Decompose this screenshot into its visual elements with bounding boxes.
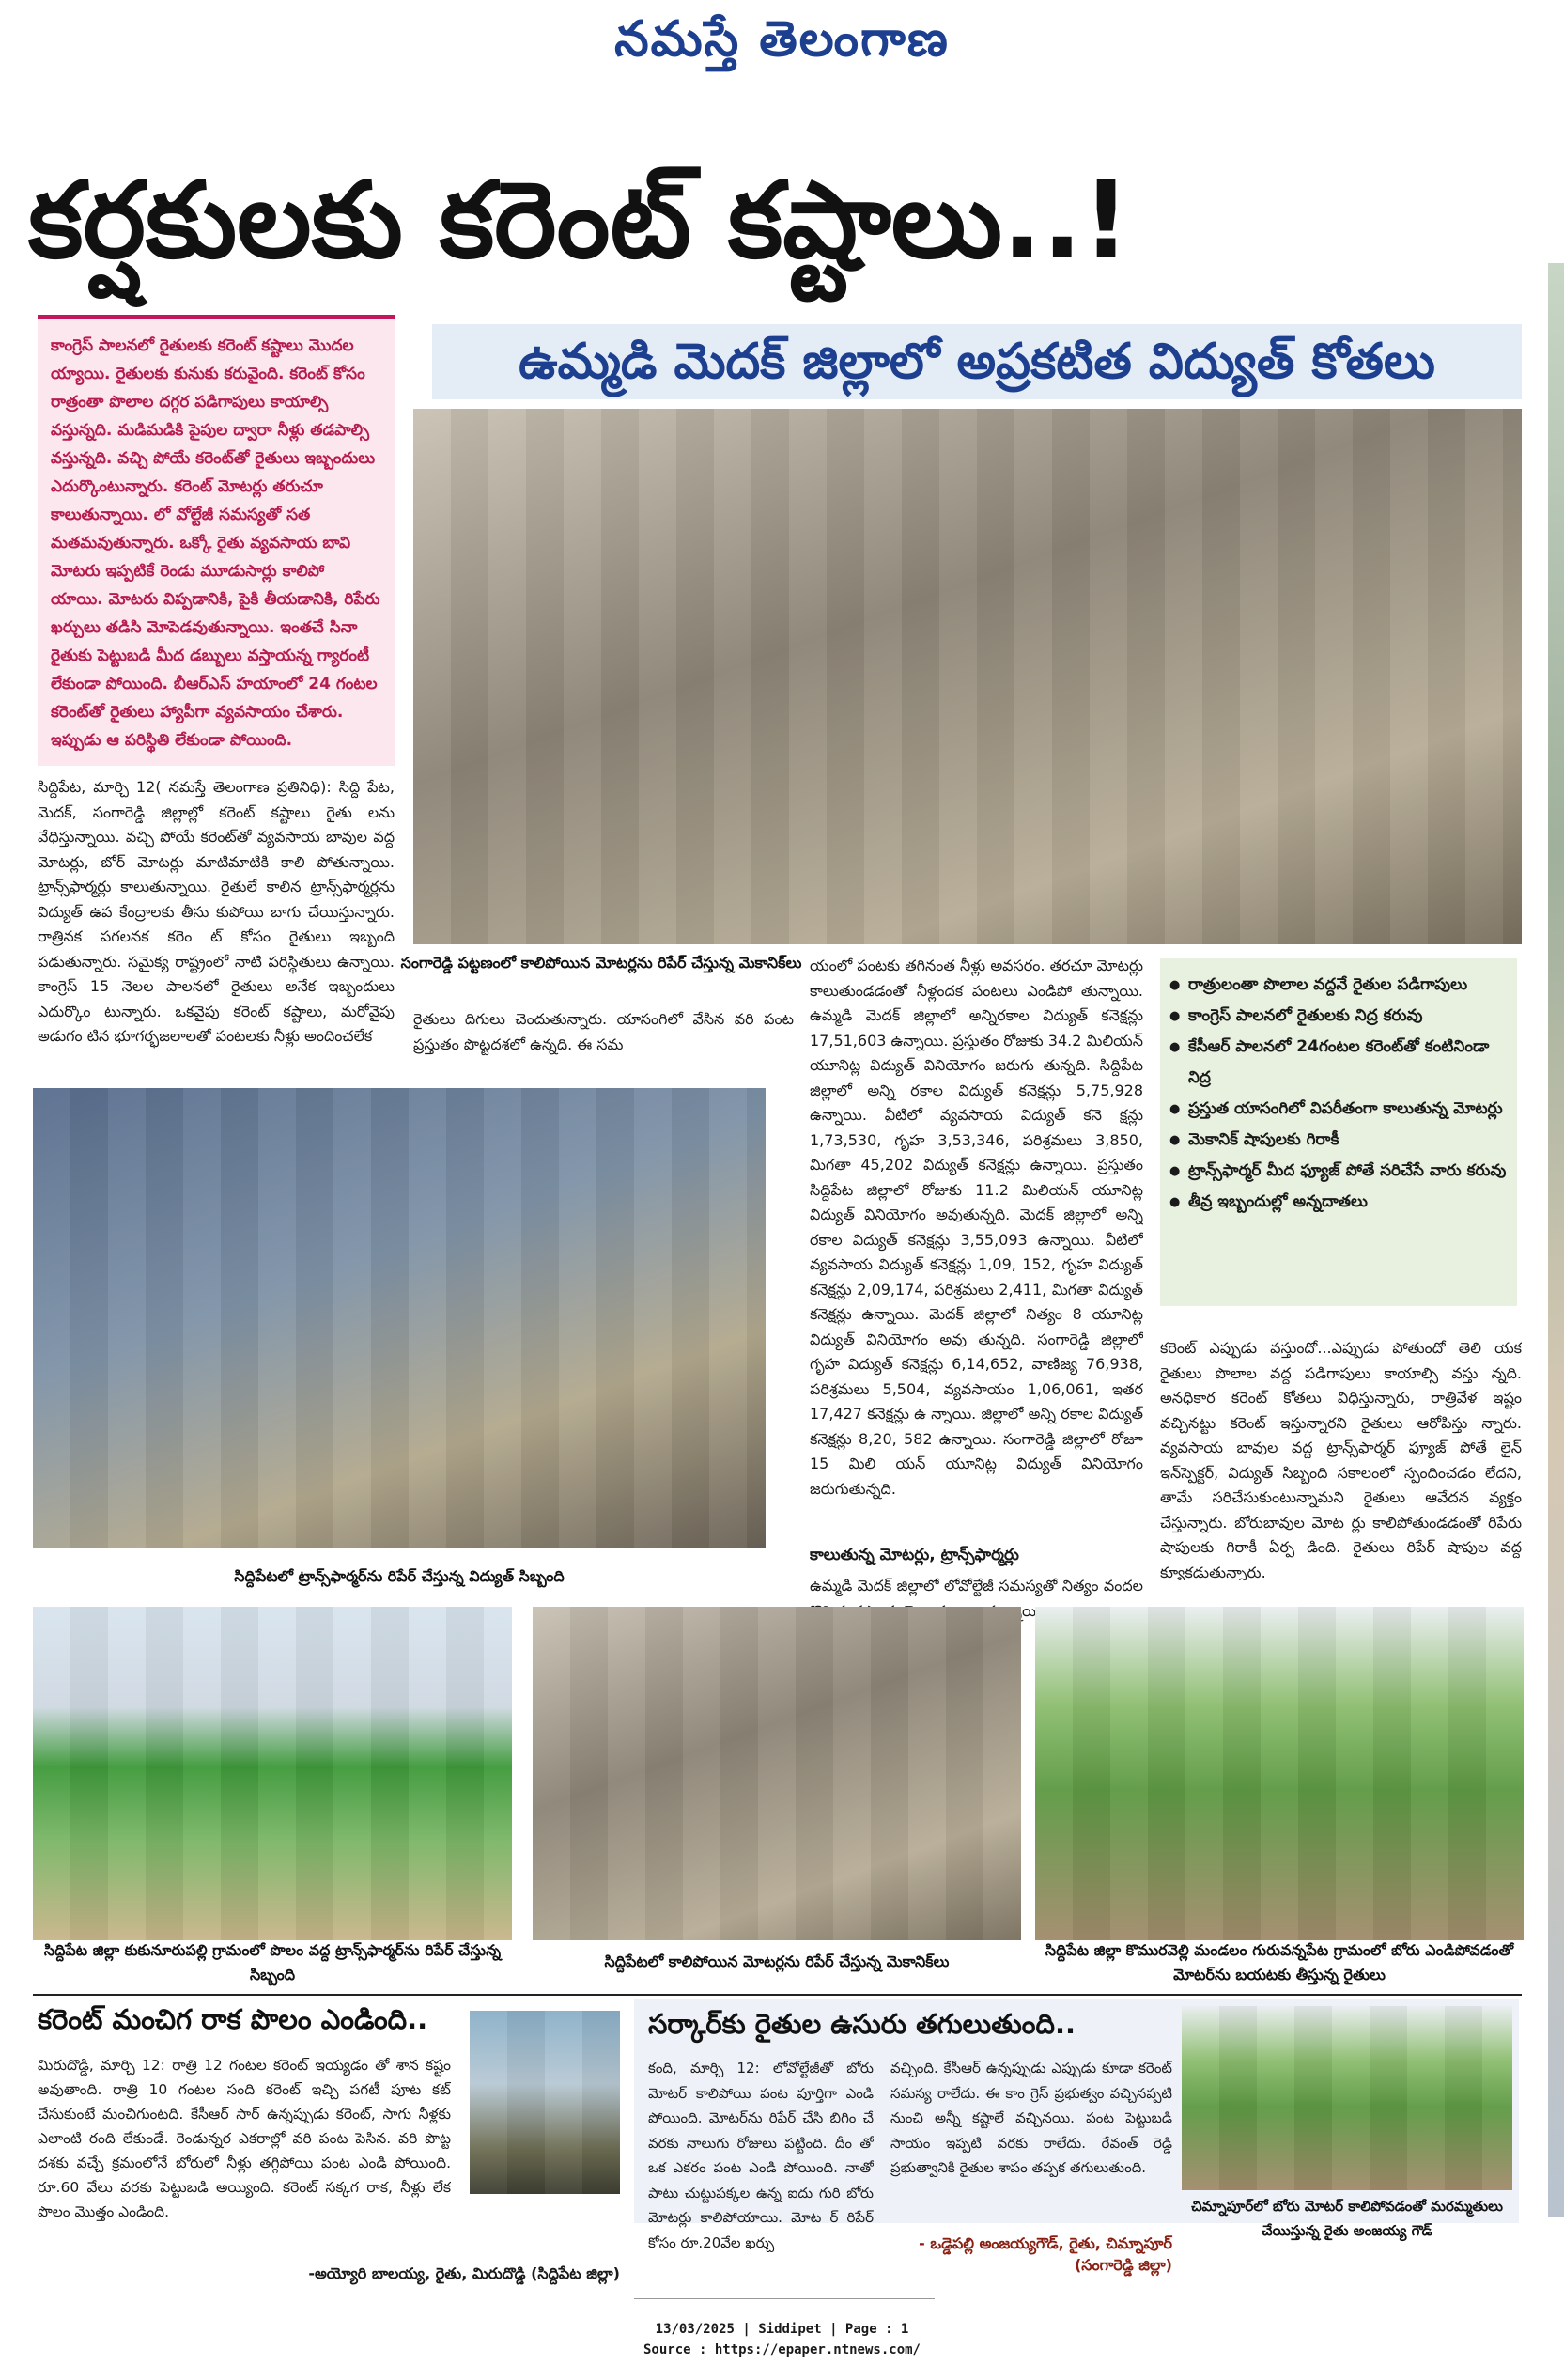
- intro-box: కాంగ్రెస్ పాలనలో రైతులకు కరెంట్ కష్టాలు మొదల య్యాయి. రైతులకు కునుకు కరువైంది. కరెంట్ కోసం రాత్రంతా పొలాల దగ్గర పడిగాపులు కాయాల్సి వస్తున్నది. మడిమడికి పైపుల ద్వారా నీళ్లు తడపాల్సి వస్తున్నది. వచ్చి పోయే కరెంట్‌తో రైతులు ఇబ్బందులు ఎదుర్కొంటున్నారు. కరెంట్ మోటర్లు తరుచూ కాలుతున్నాయి. లో వోల్టేజీ సమస్యతో సత మతమవుతున్నారు. ఒక్కో రైతు వ్యవసాయ బావి మోటరు ఇప్పటికే రెండు మూడుసార్లు కాలిపో యాయి. మోటరు విప్పడానికి, పైకి తీయడానికి, రిపేరు ఖర్చులు తడిసి మోపెడవుతున్నాయి. ఇంతచే సినా రైతుకు పెట్టుబడి మీద డబ్బులు వస్తాయన్న గ్యారంటీ లేకుండా పోయింది. బీఆర్ఎస్ హయాంలో 24 గంటల కరెంట్‌తో రైతులు హ్యాపీగా వ్యవసాయం చేశారు. ఇప్పుడు ఆ పరిస్థితి లేకుండా పోయింది.: [38, 315, 395, 766]
- newspaper-logo: నమస్తే తెలంగాణ: [614, 11, 950, 68]
- footer-divider: [634, 2298, 935, 2299]
- photo-transformer-repair: [33, 1088, 766, 1548]
- box2-body-col-2: వచ్చింది. కేసీఆర్ ఉన్నప్పుడు ఎప్పుడు కూడా కరెంట్ సమస్య రాలేదు. ఈ కాం గ్రెస్ ప్రభుత్వం వచ్చినప్పటి నుంచి అన్నీ కష్టాలే వచ్చినయి. పంట పెట్టుబడి సాయం ఇప్పటి వరకు రాలేదు. రేవంత్ రెడ్డి ప్రభుత్వానికి రైతుల శాపం తప్పక తగులుతుంది.: [890, 2060, 1172, 2176]
- highlight-item: ● తీవ్ర ఇబ్బందుల్లో అన్నదాతలు: [1169, 1187, 1508, 1218]
- caption-photo-row-3: సిద్దిపేట జిల్లా కొమురవెల్లి మండలం గురువన్నపేట గ్రామంలో బోరు ఎండిపోవడంతో మోటర్‌ను బయటకు తీస్తున్న రైతులు: [1045, 1941, 1514, 1983]
- article-col-3-tail: ఉమ్మడి మెదక్ జిల్లాలో లోవోల్టేజీ సమస్యతో నిత్యం వందల: [810, 1577, 1143, 1594]
- highlight-item: ● ట్రాన్స్‌ఫార్మర్ మీద ఫ్యూజ్ పోతే సరిచేసే వారు కరువు: [1169, 1156, 1508, 1187]
- article-col-4: కరెంట్ ఎప్పుడు వస్తుందో...ఎప్పుడు పోతుందో తెలి యక రైతులు పొలాల వద్ద పడిగాపులు కాయాల్సి వస్తు న్నది. అనధికార కరెంట్ కోతలు విధిస్తున్నారు, రాత్రివేళ ఇష్టం వచ్చినట్టు కరెంట్ ఇస్తున్నారని రైతులు ఆరోపిస్తు న్నారు. వ్యవసాయ బావుల వద్ద ట్రాన్స్‌ఫార్మర్ ఫ్యూజ్ పోతే లైన్ ఇన్‌స్పెక్టర్, విద్యుత్ సిబ్బంది సకాలంలో స్పందించడం లేదని, తామే సరిచేసుకుంటున్నామని రైతులు ఆవేదన వ్యక్తం చేస్తున్నారు. బోరుబావుల మోట ర్లు కాలిపోతుండడంతో రిపేరు షాపులకు గిరాకీ ఏర్ప డింది. రైతులు రిపేర్ షాపుల వద్ద క్యూకడుతున్నారు.: [1160, 1339, 1522, 1580]
- highlight-item: ● ప్రస్తుత యాసంగిలో విపరీతంగా కాలుతున్న మోటర్లు: [1169, 1094, 1508, 1125]
- page-footer: [0, 2319, 1564, 2360]
- adjacent-page-edge: [1548, 263, 1564, 2217]
- caption-photo-top: సంగారెడ్డి పట్టణంలో కాలిపోయిన మోటర్లను రిపేర్ చేస్తున్న మెకానిక్‌లు: [400, 954, 802, 972]
- caption-photo-row-1: సిద్దిపేట జిల్లా కుకునూరుపల్లి గ్రామంలో పొలం వద్ద ట్రాన్స్‌ఫార్మర్‌ను రిపేర్ చేస్తున్న సిబ్బంది: [43, 1941, 502, 1983]
- box1-attribution: -అయ్యోరి బాలయ్య, రైతు, మిరుదొడ్డి (సిద్దిపేట జిల్లా): [308, 2264, 620, 2282]
- box2-body-col-1: కంది, మార్చి 12: లోవోల్టేజీతో బోరు మోటర్ కాలిపోయి పంట పూర్తిగా ఎండి పోయింది. మోటర్‌ను రిపేర్ చేసి బిగిం చే వరకు నాలుగు రోజులు పట్టింది. దీం తో ఒక ఎకరం పంట ఎండి పోయింది. నాతో పాటు చుట్టుపక్కల ఉన్న ఐదు గురి బోరు మోటర్లు కాలిపోయాయి. మోట ర్ రిపేర్ కోసం రూ.20వేల ఖర్చు: [648, 2060, 874, 2251]
- article-col-3: యంలో పంటకు తగినంత నీళ్లు అవసరం. తరచూ మోటర్లు కాలుతుండడంతో నీళ్లందక పంటలు ఎండిపో తున్నాయి. ఉమ్మడి మెదక్ జిల్లాలో అన్నిరకాల విద్యుత్ కనెక్షన్లు 17,51,603 ఉన్నాయి. ప్రస్తుతం రోజుకు 34.2 మిలియన్ యూనిట్ల విద్యుత్ వినియోగం జరుగు తున్నది. సిద్దిపేట జిల్లాలో అన్ని రకాల విద్యుత్ కనెక్షన్లు 5,75,928 ఉన్నాయి. వీటిలో వ్యవసాయ విద్యుత్ కనె క్షన్లు 1,73,530, గృహ 3,53,346, పరిశ్రమలు 3,850, మిగతా 45,202 విద్యుత్ కనెక్షన్లు ఉన్నాయి. ప్రస్తుతం సిద్దిపేట జిల్లాలో రోజుకు 11.2 మిలియన్ యూనిట్ల విద్యుత్ వినియోగం అవుతున్నది. మెదక్ జిల్లాలో అన్ని రకాల విద్యుత్ కనెక్షన్లు 3,55,093 ఉన్నాయి. వీటిలో వ్యవసాయ విద్యుత్ కనెక్షన్లు 1,09, 152, గృహ విద్యుత్ కనెక్షన్లు 2,09,174, పరిశ్రమలు 2,411, మిగతా విద్యుత్ కనెక్షన్లు ఉన్నాయి. మెదక్ జిల్లాలో నిత్యం 8 యూనిట్ల విద్యుత్ వినియోగం అవు తున్నది. సంగారెడ్డి జిల్లాలో గృహ విద్యుత్ కనెక్షన్లు 6,14,652, వాణిజ్య 76,938, పరిశ్రమలు 5,504, వ్యవసాయం 1,06,061, ఇతర 17,427 కనెక్షన్లు ఉ న్నాయి. జిల్లాలో అన్ని రకాల విద్యుత్ కనెక్షన్లు 8,20, 582 ఉన్నాయి. సంగారెడ్డి జిల్లాలో రోజూ 15 మిలి యన్ యూనిట్ల విద్యుత్ వినియోగం జరుగుతున్నది.: [810, 957, 1143, 1498]
- caption-photo-mid-left: సిద్దిపేటలో ట్రాన్స్‌ఫార్మర్‌ను రిపేర్ చేస్తున్న విద్యుత్ సిబ్బంది: [234, 1567, 565, 1585]
- photo-farmers-bore-motor: [1035, 1607, 1524, 1940]
- highlight-item: ● రాత్రులంతా పొలాల వద్దనే రైతుల పడిగాపులు: [1169, 970, 1508, 1001]
- masthead: [0, 0, 1564, 136]
- portrait-farmer-balayya: [470, 2011, 620, 2194]
- caption-photo-box2: చిమ్నాపూర్‌లో బోరు మోటర్ కాలిపోవడంతో మరమ్మతులు చేయిస్తున్న రైతు అంజయ్య గౌడ్: [1191, 2198, 1503, 2239]
- photo-motor-mechanics: [533, 1607, 1021, 1940]
- highlights-box: [1160, 958, 1517, 1306]
- photo-farmer-anjayya: [1182, 2006, 1512, 2190]
- article-col-2: రైతులు దిగులు చెందుతున్నారు. యాసంగిలో వేసిన వరి పంట ప్రస్తుతం పొట్టదశలో ఉన్నది. ఈ సమ: [413, 1010, 794, 1053]
- box1-heading: కరెంట్ మంచిగ రాక పొలం ఎండింది..: [38, 2003, 428, 2035]
- highlight-item: ● మెకానిక్ షాపులకు గిరాకీ: [1169, 1125, 1508, 1156]
- article-col3-subheading: కాలుతున్న మోటర్లు, ట్రాన్స్‌ఫార్మర్లు: [810, 1546, 1019, 1564]
- subheadline: ఉమ్మడి మెదక్ జిల్లాలో అప్రకటిత విద్యుత్ కోతలు: [432, 324, 1522, 399]
- headline: కర్షకులకు కరెంట్ కష్టాలు..!: [28, 160, 1131, 282]
- article-col-1: సిద్దిపేట, మార్చి 12( నమస్తే తెలంగాణ ప్రతినిధి): సిద్ది పేట, మెదక్, సంగారెడ్డి జిల్లాల్లో కరెంట్ కష్టాలు రైతు లను వేధిస్తున్నాయి. వచ్చి పోయే కరెంట్‌తో వ్యవసాయ బావుల వద్ద మోటర్లు, బోర్ మోటర్లు మాటిమాటికి కాలి పోతున్నాయి. ట్రాన్స్‌ఫార్మర్లు కాలుతున్నాయి. రైతులే కాలిన ట్రాన్స్‌ఫార్మర్లను విద్యుత్ ఉప కేంద్రాలకు తీసు కుపోయి బాగు చేయిస్తున్నారు. రాత్రినక పగలనక కరెం ట్ కోసం రైతులు ఇబ్బంది పడుతున్నారు. సమైక్య రాష్ట్రంలో నాటి పరిస్థితులు ఉన్నాయి. కాంగ్రెస్ 15 నెలల పాలనలో రైతులు అనేక ఇబ్బందులు ఎదుర్కొం టున్నారు. ఒకవైపు కరెంట్ కష్టాలు, మరోవైపు అడుగం టిన భూగర్భజలాలతో పంటలకు నీళ్లు అందించలేక: [38, 778, 395, 1045]
- box2-heading: సర్కార్‌కు రైతుల ఉసురు తగులుతుంది..: [648, 2008, 1076, 2040]
- footer-source: Source : https://epaper.ntnews.com/: [643, 2342, 921, 2357]
- photo-mechanics-sangareddy: [413, 409, 1522, 944]
- highlight-item: ● కాంగ్రెస్ పాలనలో రైతులకు నిద్ర కరువు: [1169, 1001, 1508, 1032]
- section-divider: [33, 1994, 1522, 1996]
- footer-edition: 13/03/2025 | Siddipet | Page : 1: [655, 2322, 909, 2337]
- box1-body: మిరుదొడ్డి, మార్చి 12: రాత్రి 12 గంటల కరెంట్ ఇయ్యడం తో శాన కష్టం అవుతాంది. రాత్రి 10 గంటల సంది కరెంట్ ఇచ్చి పగటీ పూట కట్ చేసుకుంటే మంచిగుంటది. కేసీఆర్ సార్ ఉన్నప్పుడు కరెంట్, సాగు నీళ్లకు ఎలాంటి రంది లేకుండే. రెండున్నర ఎకరాల్లో వరి పంట పెసిన. వరి పొట్ట దశకు వచ్చే క్రమంలోనే బోరులో నీళ్లు తగ్గిపోయి పంట ఎండి పోయింది. రూ.60 వేలు వరకు పెట్టుబడి అయ్యింది. కరెంట్ సక్కగ రాక, నీళ్లు లేక పొలం మొత్తం ఎండింది.: [38, 2057, 451, 2220]
- caption-photo-row-2: సిద్దిపేటలో కాలిపోయిన మోటర్లను రిపేర్ చేస్తున్న మెకానిక్‌లు: [604, 1952, 950, 1970]
- photo-field-transformer: [33, 1607, 512, 1940]
- box2-attribution: - ఒడ్డెపల్లి అంజయ్యగౌడ్, రైతు, చిమ్నాపూర్ (సంగారెడ్డి జిల్లా): [919, 2234, 1172, 2274]
- highlight-item: ● కేసీఆర్ పాలనలో 24గంటల కరెంట్‌తో కంటినిండా నిద్ర: [1169, 1032, 1508, 1094]
